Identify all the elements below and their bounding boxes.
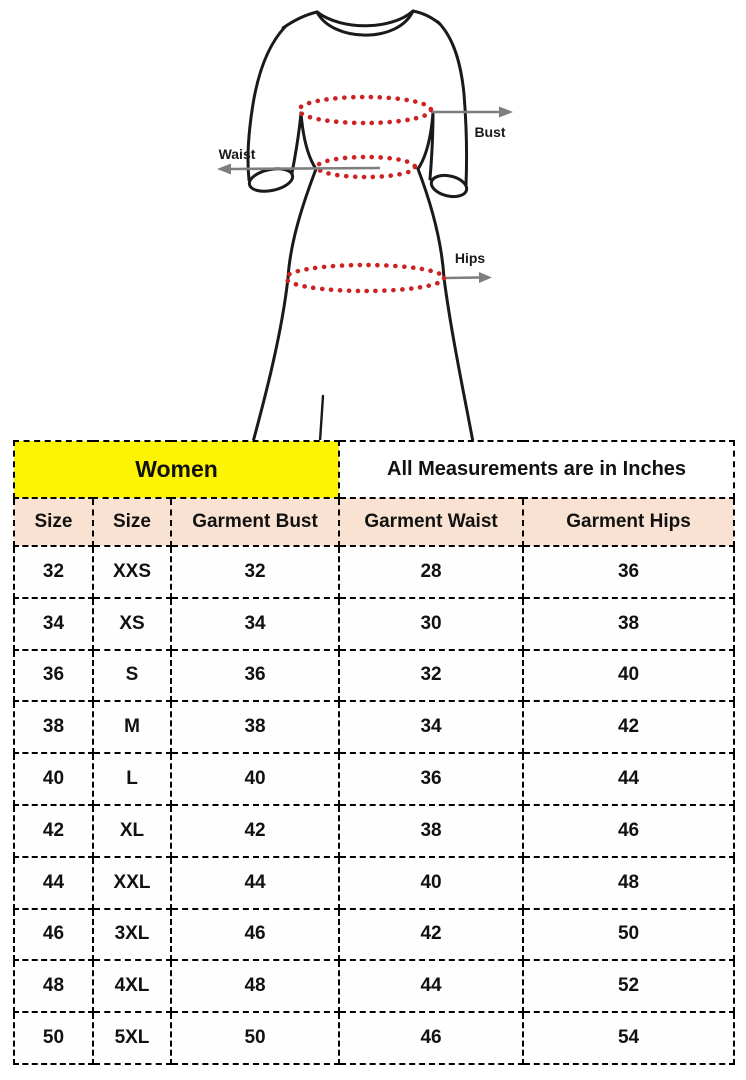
table-row	[14, 805, 734, 857]
size-cell: 38	[339, 805, 523, 857]
size-cell: XXL	[93, 857, 171, 909]
size-cell: 40	[14, 753, 93, 805]
table-row	[14, 701, 734, 753]
units-group-header: All Measurements are in Inches	[339, 441, 734, 498]
size-cell: 50	[14, 1012, 93, 1064]
size-cell: 44	[171, 857, 339, 909]
col-header-garment-waist: Garment Waist	[339, 498, 523, 546]
size-cell: 32	[339, 650, 523, 702]
table-row	[14, 753, 734, 805]
size-cell: 46	[14, 909, 93, 961]
table-row	[14, 546, 734, 598]
size-cell: 50	[171, 1012, 339, 1064]
size-cell: 44	[339, 960, 523, 1012]
size-cell: 40	[523, 650, 734, 702]
bust-label: Bust	[474, 124, 506, 140]
table-row	[14, 598, 734, 650]
table-row	[14, 1012, 734, 1064]
bust-arrow	[432, 107, 513, 118]
size-cell: 54	[523, 1012, 734, 1064]
size-cell: 46	[523, 805, 734, 857]
col-header-garment-bust: Garment Bust	[171, 498, 339, 546]
size-cell: 42	[171, 805, 339, 857]
size-cell: 34	[14, 598, 93, 650]
size-cell: 5XL	[93, 1012, 171, 1064]
size-cell: XS	[93, 598, 171, 650]
size-cell: 36	[14, 650, 93, 702]
size-cell: 42	[14, 805, 93, 857]
table-row	[14, 909, 734, 961]
col-header-size-letter: Size	[93, 498, 171, 546]
size-table	[13, 440, 735, 1065]
col-header-size-numeric: Size	[14, 498, 93, 546]
bust-measure-line	[299, 97, 431, 123]
dress-outline-drawing	[247, 11, 473, 440]
size-cell: 3XL	[93, 909, 171, 961]
hips-measure-line	[286, 265, 444, 291]
size-table-body	[14, 546, 734, 1064]
size-cell: 42	[523, 701, 734, 753]
size-cell: 38	[523, 598, 734, 650]
size-cell: 38	[14, 701, 93, 753]
size-cell: 38	[171, 701, 339, 753]
size-cell: 40	[171, 753, 339, 805]
size-cell: 34	[171, 598, 339, 650]
size-cell: 46	[339, 1012, 523, 1064]
size-cell: 50	[523, 909, 734, 961]
waist-label: Waist	[218, 146, 256, 162]
size-cell: 28	[339, 546, 523, 598]
women-group-header: Women	[14, 441, 339, 498]
size-cell: 40	[339, 857, 523, 909]
size-cell: S	[93, 650, 171, 702]
waist-arrow	[217, 164, 380, 175]
size-cell: 52	[523, 960, 734, 1012]
size-cell: 32	[171, 546, 339, 598]
size-cell: 36	[171, 650, 339, 702]
column-header-row	[14, 498, 734, 546]
size-cell: 44	[14, 857, 93, 909]
size-cell: 36	[523, 546, 734, 598]
size-cell: 4XL	[93, 960, 171, 1012]
hips-arrow	[446, 272, 492, 283]
size-cell: 44	[523, 753, 734, 805]
size-cell: 46	[171, 909, 339, 961]
size-cell: L	[93, 753, 171, 805]
size-cell: 36	[339, 753, 523, 805]
table-row	[14, 650, 734, 702]
table-row	[14, 960, 734, 1012]
right-cuff	[429, 172, 469, 200]
size-cell: 48	[171, 960, 339, 1012]
dress-diagram-svg	[0, 0, 746, 440]
table-row	[14, 857, 734, 909]
size-table-header	[14, 441, 734, 546]
size-cell: M	[93, 701, 171, 753]
size-cell: 30	[339, 598, 523, 650]
size-cell: 42	[339, 909, 523, 961]
hips-label: Hips	[454, 250, 486, 266]
col-header-garment-hips: Garment Hips	[523, 498, 734, 546]
size-cell: XXS	[93, 546, 171, 598]
size-cell: 48	[523, 857, 734, 909]
size-cell: 48	[14, 960, 93, 1012]
size-cell: 34	[339, 701, 523, 753]
dress-measurement-diagram	[0, 0, 746, 440]
size-cell: 32	[14, 546, 93, 598]
group-header-row	[14, 441, 734, 498]
size-cell: XL	[93, 805, 171, 857]
